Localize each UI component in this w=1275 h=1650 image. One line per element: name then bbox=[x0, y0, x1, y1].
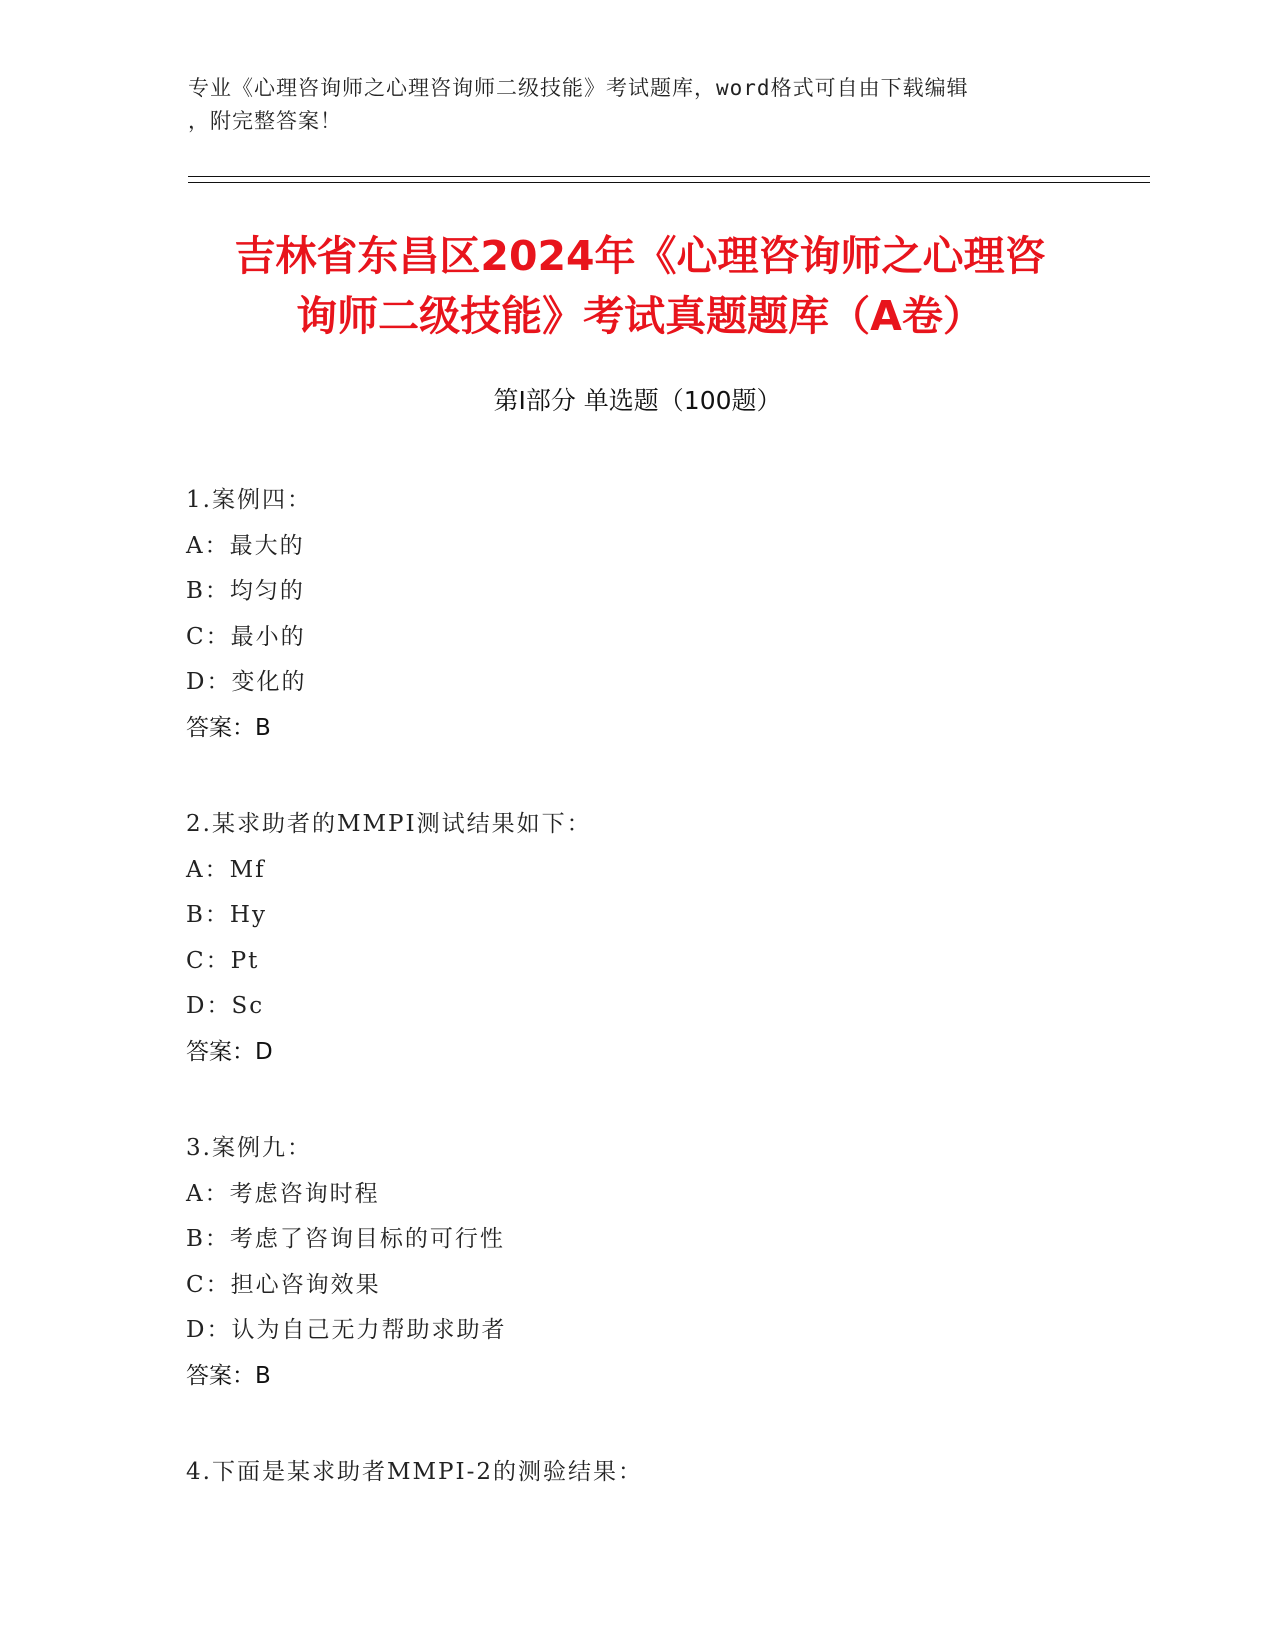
option-c: C：担心咨询效果 bbox=[186, 1271, 381, 1298]
question-list bbox=[186, 478, 1126, 1547]
header-note-line-1: 专业《心理咨询师之心理咨询师二级技能》考试题库，word格式可自由下载编辑 bbox=[188, 76, 969, 100]
document-title-line-2: 询师二级技能》考试真题题库（A卷） bbox=[296, 292, 984, 340]
header-note-line-2: ，附完整答案！ bbox=[188, 109, 342, 133]
option-d: D：变化的 bbox=[186, 669, 307, 695]
header-divider-bottom bbox=[188, 182, 1150, 183]
question-4 bbox=[186, 1450, 1126, 1496]
option-a: A：考虑咨询时程 bbox=[186, 1180, 380, 1207]
option-a: A：最大的 bbox=[186, 532, 305, 559]
option-b: B：Hy bbox=[186, 902, 267, 928]
document-title bbox=[160, 226, 1120, 346]
question-1 bbox=[186, 478, 1126, 751]
question-stem: 1.案例四： bbox=[186, 487, 312, 513]
section-title: 第Ⅰ部分 单选题（100题） bbox=[493, 386, 782, 415]
question-3 bbox=[186, 1126, 1126, 1399]
document-title-line-1: 吉林省东昌区2024年《心理咨询师之心理咨 bbox=[234, 232, 1046, 280]
header-note bbox=[188, 72, 1088, 138]
answer: 答案：D bbox=[186, 1038, 273, 1065]
header-divider-top bbox=[188, 176, 1150, 177]
option-a: A：Mf bbox=[186, 856, 266, 883]
question-stem: 2.某求助者的MMPI测试结果如下： bbox=[186, 811, 592, 837]
question-2 bbox=[186, 802, 1126, 1075]
option-d: D：Sc bbox=[186, 993, 265, 1019]
question-stem: 4.下面是某求助者MMPI-2的测验结果： bbox=[186, 1459, 644, 1485]
question-stem: 3.案例九： bbox=[186, 1135, 312, 1161]
answer: 答案：B bbox=[186, 1362, 271, 1389]
option-c: C：Pt bbox=[186, 947, 260, 974]
option-d: D：认为自己无力帮助求助者 bbox=[186, 1317, 507, 1343]
option-b: B：考虑了咨询目标的可行性 bbox=[186, 1226, 505, 1252]
option-c: C：最小的 bbox=[186, 623, 306, 650]
option-b: B：均匀的 bbox=[186, 578, 305, 604]
answer: 答案：B bbox=[186, 714, 271, 741]
